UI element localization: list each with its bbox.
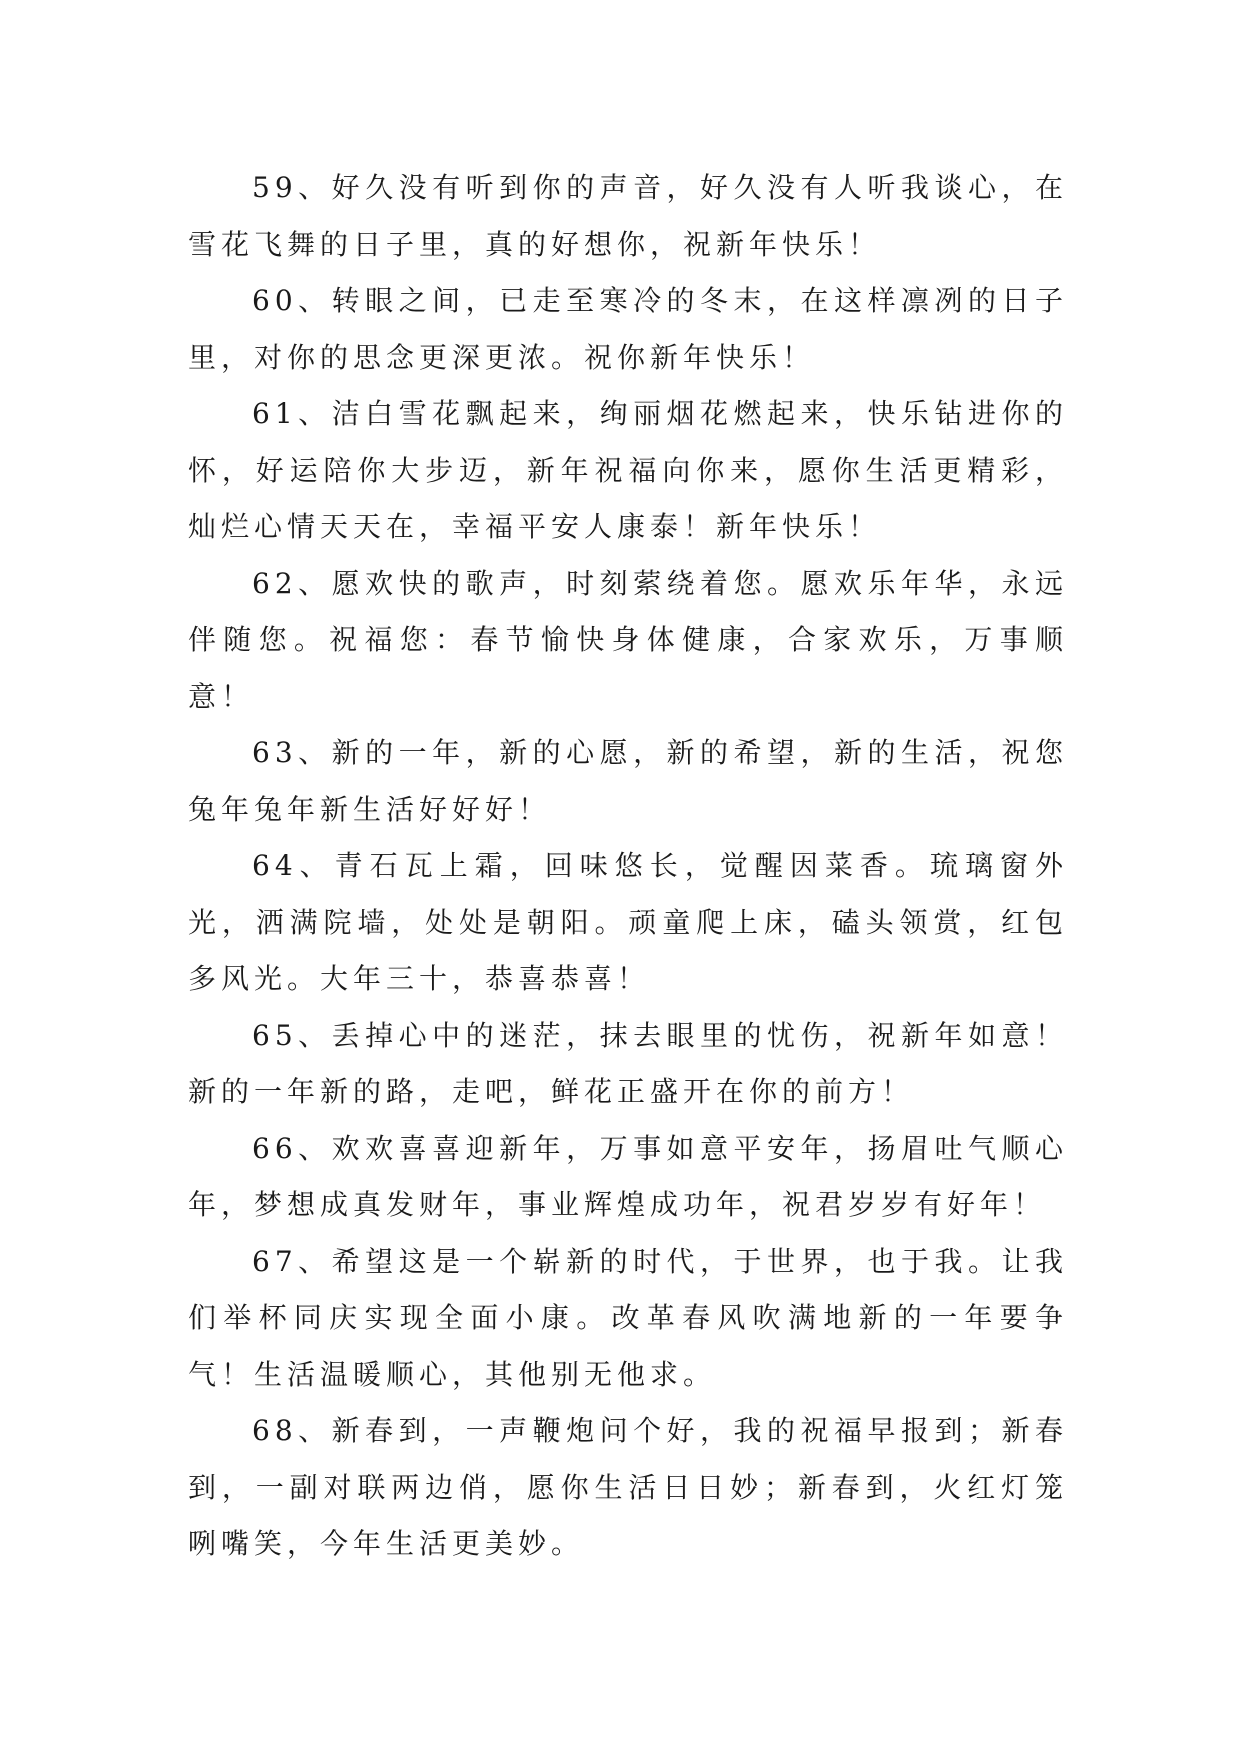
paragraph-61: 61、洁白雪花飘起来，绚丽烟花燃起来，快乐钻进你的怀，好运陪你大步迈，新年祝福向你来，愿你生活更精彩，灿烂心情天天在，幸福平安人康泰！新年快乐！ (188, 397, 1068, 543)
paragraph-65: 65、丢掉心中的迷茫，抹去眼里的忧伤，祝新年如意！新的一年新的路，走吧，鲜花正盛开在你的前方！ (188, 1018, 1068, 1108)
paragraph-62: 62、愿欢快的歌声，时刻萦绕着您。愿欢乐年华，永远伴随您。祝福您：春节愉快身体健康，合家欢乐，万事顺意！ (188, 566, 1068, 713)
paragraph-59: 59、好久没有听到你的声音，好久没有人听我谈心，在雪花飞舞的日子里，真的好想你，祝新年快乐！ (188, 171, 1068, 261)
paragraph-63: 63、新的一年，新的心愿，新的希望，新的生活，祝您兔年兔年新生活好好好！ (188, 736, 1068, 826)
document-body (188, 160, 1068, 1573)
paragraph-60: 60、转眼之间，已走至寒冷的冬末，在这样凛冽的日子里，对你的思念更深更浓。祝你新年快乐！ (188, 284, 1068, 374)
paragraph-67: 67、希望这是一个崭新的时代，于世界，也于我。让我们举杯同庆实现全面小康。改革春风吹满地新的一年要争气！生活温暖顺心，其他别无他求。 (188, 1244, 1068, 1391)
paragraph-68: 68、新春到，一声鞭炮问个好，我的祝福早报到；新春到，一副对联两边俏，愿你生活日日妙；新春到，火红灯笼咧嘴笑，今年生活更美妙。 (188, 1414, 1068, 1560)
paragraph-64: 64、青石瓦上霜，回味悠长，觉醒因菜香。琉璃窗外光，洒满院墙，处处是朝阳。顽童爬上床，磕头领赏，红包多风光。大年三十，恭喜恭喜！ (188, 849, 1068, 995)
paragraph-66: 66、欢欢喜喜迎新年，万事如意平安年，扬眉吐气顺心年，梦想成真发财年，事业辉煌成功年，祝君岁岁有好年！ (188, 1131, 1068, 1221)
